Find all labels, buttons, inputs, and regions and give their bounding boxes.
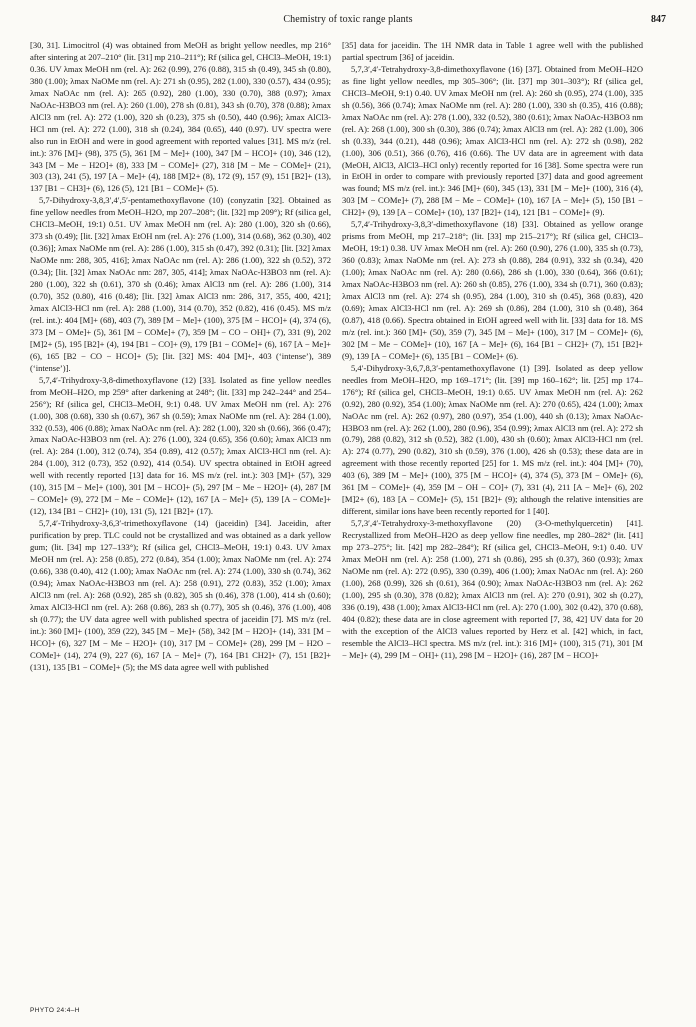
left-column [30, 40, 331, 1000]
paragraph-compound-16: 5,7,3′,4′-Tetrahydroxy-3,8-dimethoxyflavone (16) [37]. Obtained from MeOH–H2O as fine light yellow needles, mp 305–306°; (lit. [37] mp 301–303°); Rf (silica gel, CHCl3–MeOH, 9:1) 0.40. UV λmax MeOH nm (rel. A): 260 sh (0.95), 274 (1.00), 335 sh (0.56), 366 (0.74); λmax NaOMe nm (rel. A): 280 (1.00), 330 sh (0.35), 416 (0.88); λmax NaOAc nm (rel. A): 278 (1.00), 332 (0.52), 380 (0.61); λmax NaOAc-H3BO3 nm (rel. A): 268 (1.00), 300 sh (0.30), 386 (0.74); λmax AlCl3 nm (rel. A): 282 (1.00), 306 sh (0.33), 344 (0.21), 448 (0.96); λmax AlCl3-HCl nm (rel. A): 272 sh (0.98), 282 (1.00), 306 (0.51), 366 (0.76), 416 (0.66). The UV data are in agreement with data (MeOH, AlCl3, AlCl3–HCl only) recently reported for 16 [38]. Some spectra were run in EtOH in order to compare with previously reported [37] data and good agreement was found; MS m/z (rel. int.): 346 [M]+ (60), 345 (13), 331 [M − Me]+ (100), 316 (4), 303 [M − COMe]+ (7), 288 [M − Me − COMe]+ (10), 167 [A − Me]+ (5), 150 [B1 − CH2]+ (9), 139 [A − COMe]+ (10), 137 [B2]+ (14), 121 [B1 − COMe]+ (9). [342, 63, 643, 218]
paragraph-jaceidin-continued: [35] data for jaceidin. The 1H NMR data in Table 1 agree well with the published partial spectrum [36] of jaceidin. [342, 40, 643, 62]
footer-code: PHYTO 24:4–H [30, 1007, 80, 1015]
paragraph-limocitrol-continued: [30, 31]. Limocitrol (4) was obtained from MeOH as bright yellow needles, mp 216° after sintering at 207–210° (lit. [31] mp 210–211°); Rf (silica gel, CHCl3–MeOH, 19:1) 0.36. UV λmax MeOH nm (rel. A): 262 (0.99), 276 (0.88), 315 sh (0.49), 345 sh (0.80), 380 (1.00); λmax NaOMe nm (rel. A): 271 sh (0.95), 282 (1.00), 330 (0.57), 434 (0.95); λmax NaOAc nm (rel. A): 265 (0.92), 280 (1.00), 330 (0.70), 388 (0.97); λmax NaOAc-H3BO3 nm (rel. A): 260 (1.00), 278 sh (0.81), 343 sh (0.70), 378 (0.88); λmax AlCl3 nm (rel. A): 272 (1.00), 320 sh (0.23), 375 sh (0.50), 440 (0.96); λmax AlCl3-HCl nm (rel. A): 272 (1.00), 318 sh (0.24), 384 (0.65), 440 (0.97). UV spectra were also run in EtOH and were in good agreement with reported values [31]. MS m/z (rel. int.): 376 [M]+ (98), 375 (5), 361 [M − Me]+ (100), 347 [M − HCO]+ (10), 346 (12), 343 [M − Me − H2O]+ (8), 333 [M − COMe]+ (27), 318 [M − Me − COMe]+ (21), 303 (13), 241 (5), 197 [A − Me]+ (4), 188 [M]2+ (8), 172 (9), 157 (9), 151 [B2]+ (13), 137 [B1 − CH3]+ (6), 126 (5), 121 [B1 − COMe]+ (5). [30, 40, 331, 194]
paragraph-compound-10: 5,7-Dihydroxy-3,8,3′,4′,5′-pentamethoxyflavone (10) (conyzatin [32]. Obtained as fine yellow needles from MeOH–H2O, mp 207–208°; (lit. [32] mp 209°); Rf (silica gel, CHCl3–MeOH, 19:1) 0.51. UV λmax MeOH nm (rel. A): 280 (1.00), 320 sh (0.66), 373 sh (0.49); [lit. [32] λmax EtOH nm (rel. A): 276 (1.00), 314 (0.68), 362 (0.30), 402 (0.36)]; λmax NaOMe nm (rel. A): 286 (1.00), 315 sh (0.47), 392 (0.31); [lit. [32] λmax NaOMe nm: 288, 305, 416]; λmax NaOAc nm (rel. A): 286 (1.00), 322 sh (0.52), 372 (0.34); [lit. [32] λmax NaOAc nm: 287, 305, 414]; λmax NaOAc-H3BO3 nm (rel. A): 280 (1.00), 322 sh (0.61), 370 sh (0.46); λmax AlCl3 nm (rel. A): 286 (1.00), 314 (0.70), 352 (0.80), 416 (0.48); [lit. [32] λmax AlCl3 nm: 286, 317, 355, 400, 421]; λmax AlCl3-HCl nm (rel. A): 288 (1.00), 314 (0.70), 352 (0.82), 416 (0.45). MS m/z (rel. int.): 404 [M]+ (68), 403 (7), 389 [M − Me]+ (100), 375 [M − HCO]+ (4), 374 (6), 373 [M − OMe]+ (5), 361 [M − COMe]+ (7), 359 [M − CO − OH]+ (7), 331 (9), 202 [M]2+ (5), 195 [B2]+ (4), 194 [B1 − CO]+ (9), 179 [B1 − COMe]+ (6), 167 [A − Me]+ (6), 165 [B2 − CO − HCO]+ (5); [lit. [32] MS: 404 [M]+, 403 (‘intense’), 389 (‘intense’)]. [30, 195, 331, 373]
paragraph-compound-14-jaceidin: 5,7,4′-Trihydroxy-3,6,3′-trimethoxyflavone (14) (jaceidin) [34]. Jaceidin, after purification by prep. TLC could not be crystallized and was obtained as a dark yellow gum; (lit. [34] mp 127–133°); Rf (silica gel, CHCl3–MeOH, 19:1) 0.43. UV λmax MeOH nm (rel. A): 258 (0.85), 272 (0.84), 354 (1.00); λmax NaOMe nm (rel. A): 274 (0.66), 338 (0.40), 412 (1.00); λmax NaOAc nm (rel. A): 274 (1.00), 330 sh (0.74), 362 (0.94); λmax NaOAc-H3BO3 nm (rel. A): 258 (0.91), 272 (0.83), 352 (1.00); λmax AlCl3 nm (rel. A): 268 (0.92), 285 sh (0.82), 305 sh (0.46), 378 (1.00), 414 sh (0.60); λmax AlCl3-HCl nm (rel. A): 268 (0.86), 283 sh (0.77), 305 sh (0.46), 376 (1.00), 408 sh (0.77); the UV data agree well with published spectra of jaceidin [7]. MS m/z (rel. int.): 360 [M]+ (100), 359 (22), 345 [M − Me]+ (58), 342 [M − H2O]+ (14), 331 [M − HCO]+ (6), 327 [M − Me − H2O]+ (10), 317 [M − COMe]+ (28), 299 [M − H2O − COMe]+ (14), 274 (9), 227 (6), 167 [A − Me]+ (7), 164 [B1 CH2]+ (7), 151 [B2]+ (131), 135 [B1 − COMe]+ (5); the MS data agree well with published [30, 518, 331, 672]
right-column [342, 40, 643, 1000]
running-title: Chemistry of toxic range plants [283, 14, 413, 25]
paragraph-compound-1: 5,4′-Dihydroxy-3,6,7,8,3′-pentamethoxyflavone (1) [39]. Isolated as deep yellow needles from MeOH–H2O, mp 169–171°; (lit. [39] mp 160–162°; lit. [25] mp 174–176°); Rf (silica gel, CHCl3–MeOH, 19:1) 0.65. UV λmax MeOH nm (rel. A): 262 (0.92), 280 (0.92), 354 (1.00); λmax NaOMe nm (rel. A): 270 (0.65), 424 (1.00); λmax NaOAc nm (rel. A): 262 (0.97), 280 (0.97), 354 (1.00), 440 sh (0.13); λmax NaOAc-H3BO3 nm (rel. A): 262 (1.00), 280 (0.96), 354 (0.99); λmax AlCl3 nm (rel. A): 272 sh (0.79), 288 (0.82), 312 sh (0.52), 382 (1.00), 430 sh (0.60); λmax AlCl3-HCl nm (rel. A): 274 (0.77), 290 (0.82), 310 sh (0.59), 376 (1.00), 426 sh (0.53); these data are in agreement with those recently reported [25] for 1. MS m/z (rel. int.): 404 [M]+ (70), 403 (6), 389 [M − Me]+ (100), 375 [M − HCO]+ (4), 374 (5), 373 [M − OMe]+ (6), 361 [M − COMe]+ (4), 359 [M − OH − CO]+ (7), 331 (4), 211 [A − Me]+ (6), 202 [M]2+ (6), 183 [A − COMe]+ (5), 151 [B2]+ (9); although the relative intensities are different, similar ions have been recently reported for 1 [40]. [342, 362, 643, 517]
paragraph-compound-20: 5,7,3′,4′-Tetrahydroxy-3-methoxyflavone (20) (3-O-methylquercetin) [41]. Recrystallized from MeOH–H2O as deep yellow fine needles, mp 280–282° (lit. [41] mp 273–275°; lit. [42] mp 282–284°); Rf (silica gel, CHCl3–MeOH, 9:1) 0.40. UV λmax MeOH nm (rel. A): 258 (1.00), 271 sh (0.86), 295 sh (0.37), 360 (0.93); λmax NaOMe nm (rel. A): 272 (0.95), 330 (0.39), 406 (1.00); λmax NaOAc nm (rel. A): 260 (1.00), 268 (0.99), 326 sh (0.61), 364 (0.90); λmax NaOAc-H3BO3 nm (rel. A): 262 (1.00), 295 sh (0.30), 378 (0.82); λmax AlCl3 nm (rel. A): 270 (0.91), 302 sh (0.27), 336 (0.19), 438 (1.00); λmax AlCl3-HCl nm (rel. A): 270 (1.00), 302 (0.42), 370 (0.68), 404 (0.82); these data are in close agreement with reported [7, 38, 42] UV data for 20 with the exception of the AlCl3 values reported by Herz et al. [42] which, in fact, resemble the AlCl3–HCl spectra. MS m/z (rel. int.): 316 [M]+ (100), 315 (71), 301 [M − Me]+ (4), 299 [M − OH]+ (11), 298 [M − H2O]+ (16), 287 [M − HCO]+ [342, 518, 643, 660]
paragraph-compound-12: 5,7,4′-Trihydroxy-3,8-dimethoxyflavone (12) [33]. Isolated as fine yellow needles from MeOH–H2O, mp 259° after darkening at 248°; (lit. [33] mp 242–244° and 254–256°); Rf (silica gel, CHCl3–MeOH, 9:1) 0.48. UV λmax MeOH nm (rel. A): 276 (1.00), 308 (0.68), 330 sh (0.67), 367 sh (0.59); λmax NaOMe nm (rel. A): 284 (1.00), 332 (0.53), 406 (0.88); λmax NaOAc nm (rel. A): 282 (1.00), 320 sh (0.66), 366 (0.47); λmax NaOAc-H3BO3 nm (rel. A): 276 (1.00), 324 (0.65), 356 (0.60); λmax AlCl3 nm (rel. A): 284 (1.00), 312 (0.74), 354 (0.89), 412 (0.57); λmax AlCl3-HCl nm (rel. A): 284 (1.00), 312 (0.73), 352 (0.92), 414 (0.54). UV spectra obtained in EtOH agreed well with recently reported [13] data for 16. MS m/z (rel. int.): 303 [M]+ (57), 329 (10), 315 [M − Me]+ (100), 301 [M − HCO]+ (5), 297 [M − Me − H2O]+ (4), 287 [M − COMe]+ (9), 272 [M − Me − COMe]+ (12), 167 [A − Me]+ (5), 139 [A − COMe]+ (12), 134 [B1 − CH2]+ (10), 131 (5), 121 [B2]+ (17). [30, 374, 331, 517]
paragraph-compound-18: 5,7,4′-Trihydroxy-3,8,3′-dimethoxyflavone (18) [33]. Obtained as yellow orange prisms from MeOH, mp 217–218°; (lit. [33] mp 215–217°); Rf (silica gel, CHCl3–MeOH, 19:1) 0.38. UV λmax MeOH nm (rel. A): 260 (0.90), 276 (1.00), 335 sh (0.73), 360 (0.83); λmax NaOMe nm (rel. A): 273 sh (0.88), 284 (0.91), 332 sh (0.34), 420 (1.00); λmax NaOAc nm (rel. A): 280 (0.66), 286 sh (1.00), 330 (0.64), 366 (0.61); λmax NaOAc-H3BO3 nm (rel. A): 260 sh (0.85), 276 (1.00), 334 sh (0.71), 360 (0.83); λmax AlCl3 nm (rel. A): 274 sh (0.95), 284 (1.00), 310 sh (0.45), 368 (0.83), 420 (0.69); λmax AlCl3-HCl nm (rel. A): 269 sh (0.86), 284 (1.00), 310 sh (0.48), 364 (0.87), 418 (0.66). Spectra obtained in EtOH agreed well with lit. [33] data for 18. MS m/z (rel. int.): 360 [M]+ (50), 359 (7), 345 [M − Me]+ (100), 317 [M − COMe]+ (6), 302 [M − Me − COMe]+ (10), 167 [A − Me]+ (6), 164 [B1 − CH2]+ (7), 151 [B2]+ (9), 139 [A − COMe]+ (6), 135 [B1 − COMe]+ (6). [342, 219, 643, 361]
running-header [30, 14, 666, 30]
page-number: 847 [651, 14, 666, 25]
